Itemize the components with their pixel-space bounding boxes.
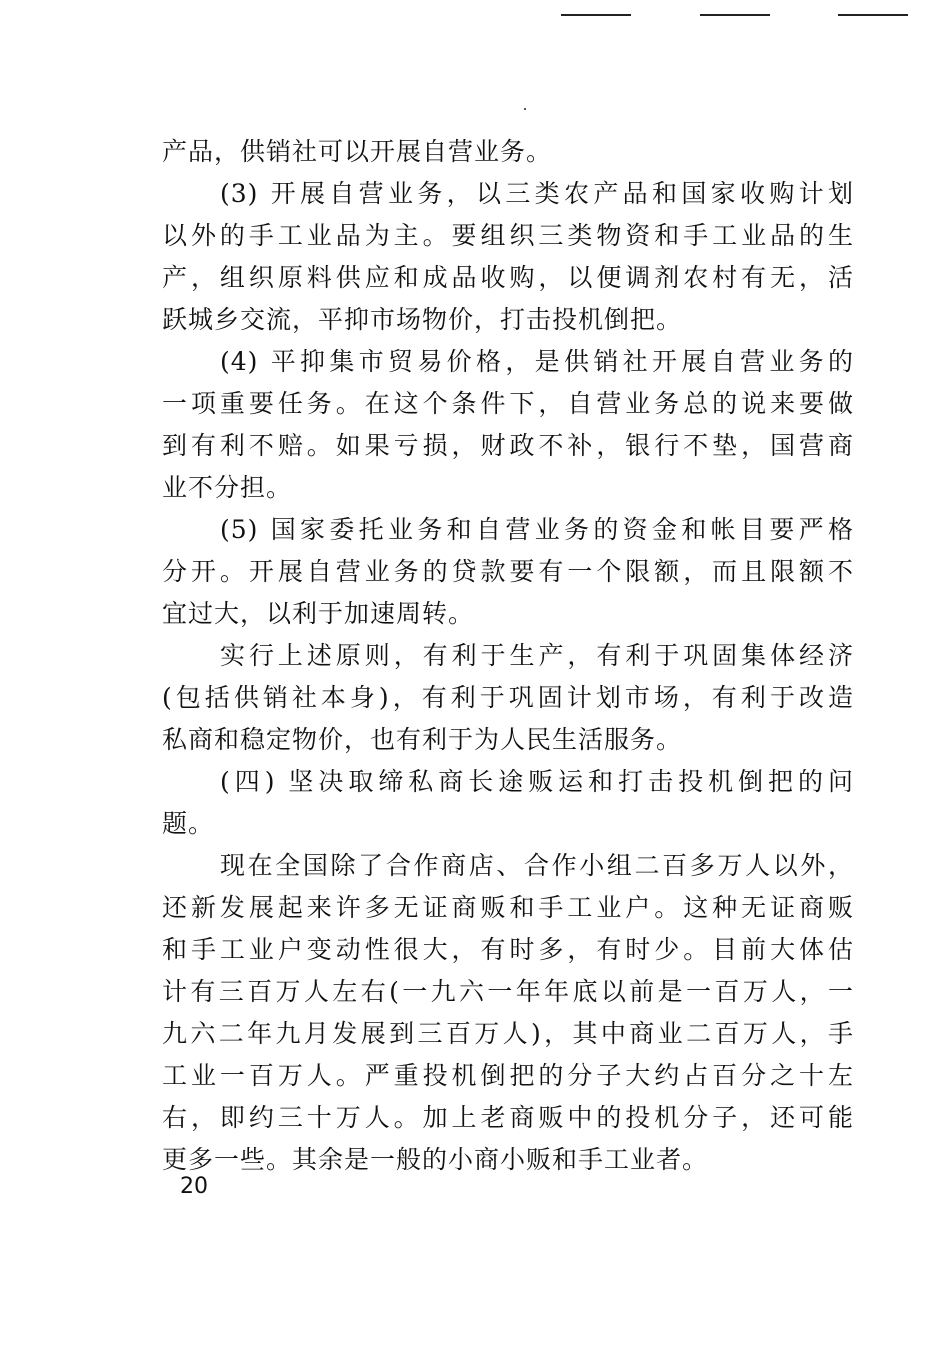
body-text: [162, 131, 854, 1181]
text-line: 和手工业户变动性很大，有时多，有时少。目前大体估: [162, 935, 854, 964]
text-line: 还新发展起来许多无证商贩和手工业户。这种无证商贩: [162, 893, 854, 922]
text-line: (3) 开展自营业务，以三类农产品和国家收购计划: [220, 179, 854, 208]
text-line: 计有三百万人左右(一九六一年年底以前是一百万人，一: [162, 977, 854, 1006]
text-line: (4) 平抑集市贸易价格，是供销社开展自营业务的: [220, 347, 854, 376]
text-line: 产，组织原料供应和成品收购，以便调剂农村有无，活: [162, 263, 854, 292]
text-line: 宜过大，以利于加速周转。: [162, 599, 475, 628]
header-rule: [838, 14, 908, 16]
header-rule: [700, 14, 770, 16]
text-line: (5) 国家委托业务和自营业务的资金和帐目要严格: [220, 515, 854, 544]
text-line: 右，即约三十万人。加上老商贩中的投机分子，还可能: [162, 1103, 854, 1132]
text-line: 以外的手工业品为主。要组织三类物资和手工业品的生: [162, 221, 854, 250]
text-line: 私商和稳定物价，也有利于为人民生活服务。: [162, 725, 683, 754]
text-line: 工业一百万人。严重投机倒把的分子大约占百分之十左: [162, 1061, 854, 1090]
text-line: 跃城乡交流，平抑市场物价，打击投机倒把。: [162, 305, 683, 334]
text-line: 九六二年九月发展到三百万人)，其中商业二百万人，手: [162, 1019, 854, 1048]
scan-speck: [524, 108, 526, 110]
text-line: 实行上述原则，有利于生产，有利于巩固集体经济: [220, 641, 854, 670]
text-line: 现在全国除了合作商店、合作小组二百多万人以外，: [220, 851, 854, 880]
text-line: 分开。开展自营业务的贷款要有一个限额，而且限额不: [162, 557, 854, 586]
header-rule: [561, 14, 631, 16]
text-line: 更多一些。其余是一般的小商小贩和手工业者。: [162, 1145, 709, 1174]
page-number: 20: [180, 1174, 208, 1199]
text-line: 题。: [162, 809, 215, 838]
text-line: 业不分担。: [162, 473, 293, 502]
text-line: (包括供销社本身)，有利于巩固计划市场，有利于改造: [162, 683, 854, 712]
text-line: 到有利不赔。如果亏损，财政不补，银行不垫，国营商: [162, 431, 854, 460]
text-line: 产品，供销社可以开展自营业务。: [162, 137, 553, 166]
text-line: 一项重要任务。在这个条件下，自营业务总的说来要做: [162, 389, 854, 418]
text-line: (四) 坚决取缔私商长途贩运和打击投机倒把的问: [220, 767, 854, 796]
